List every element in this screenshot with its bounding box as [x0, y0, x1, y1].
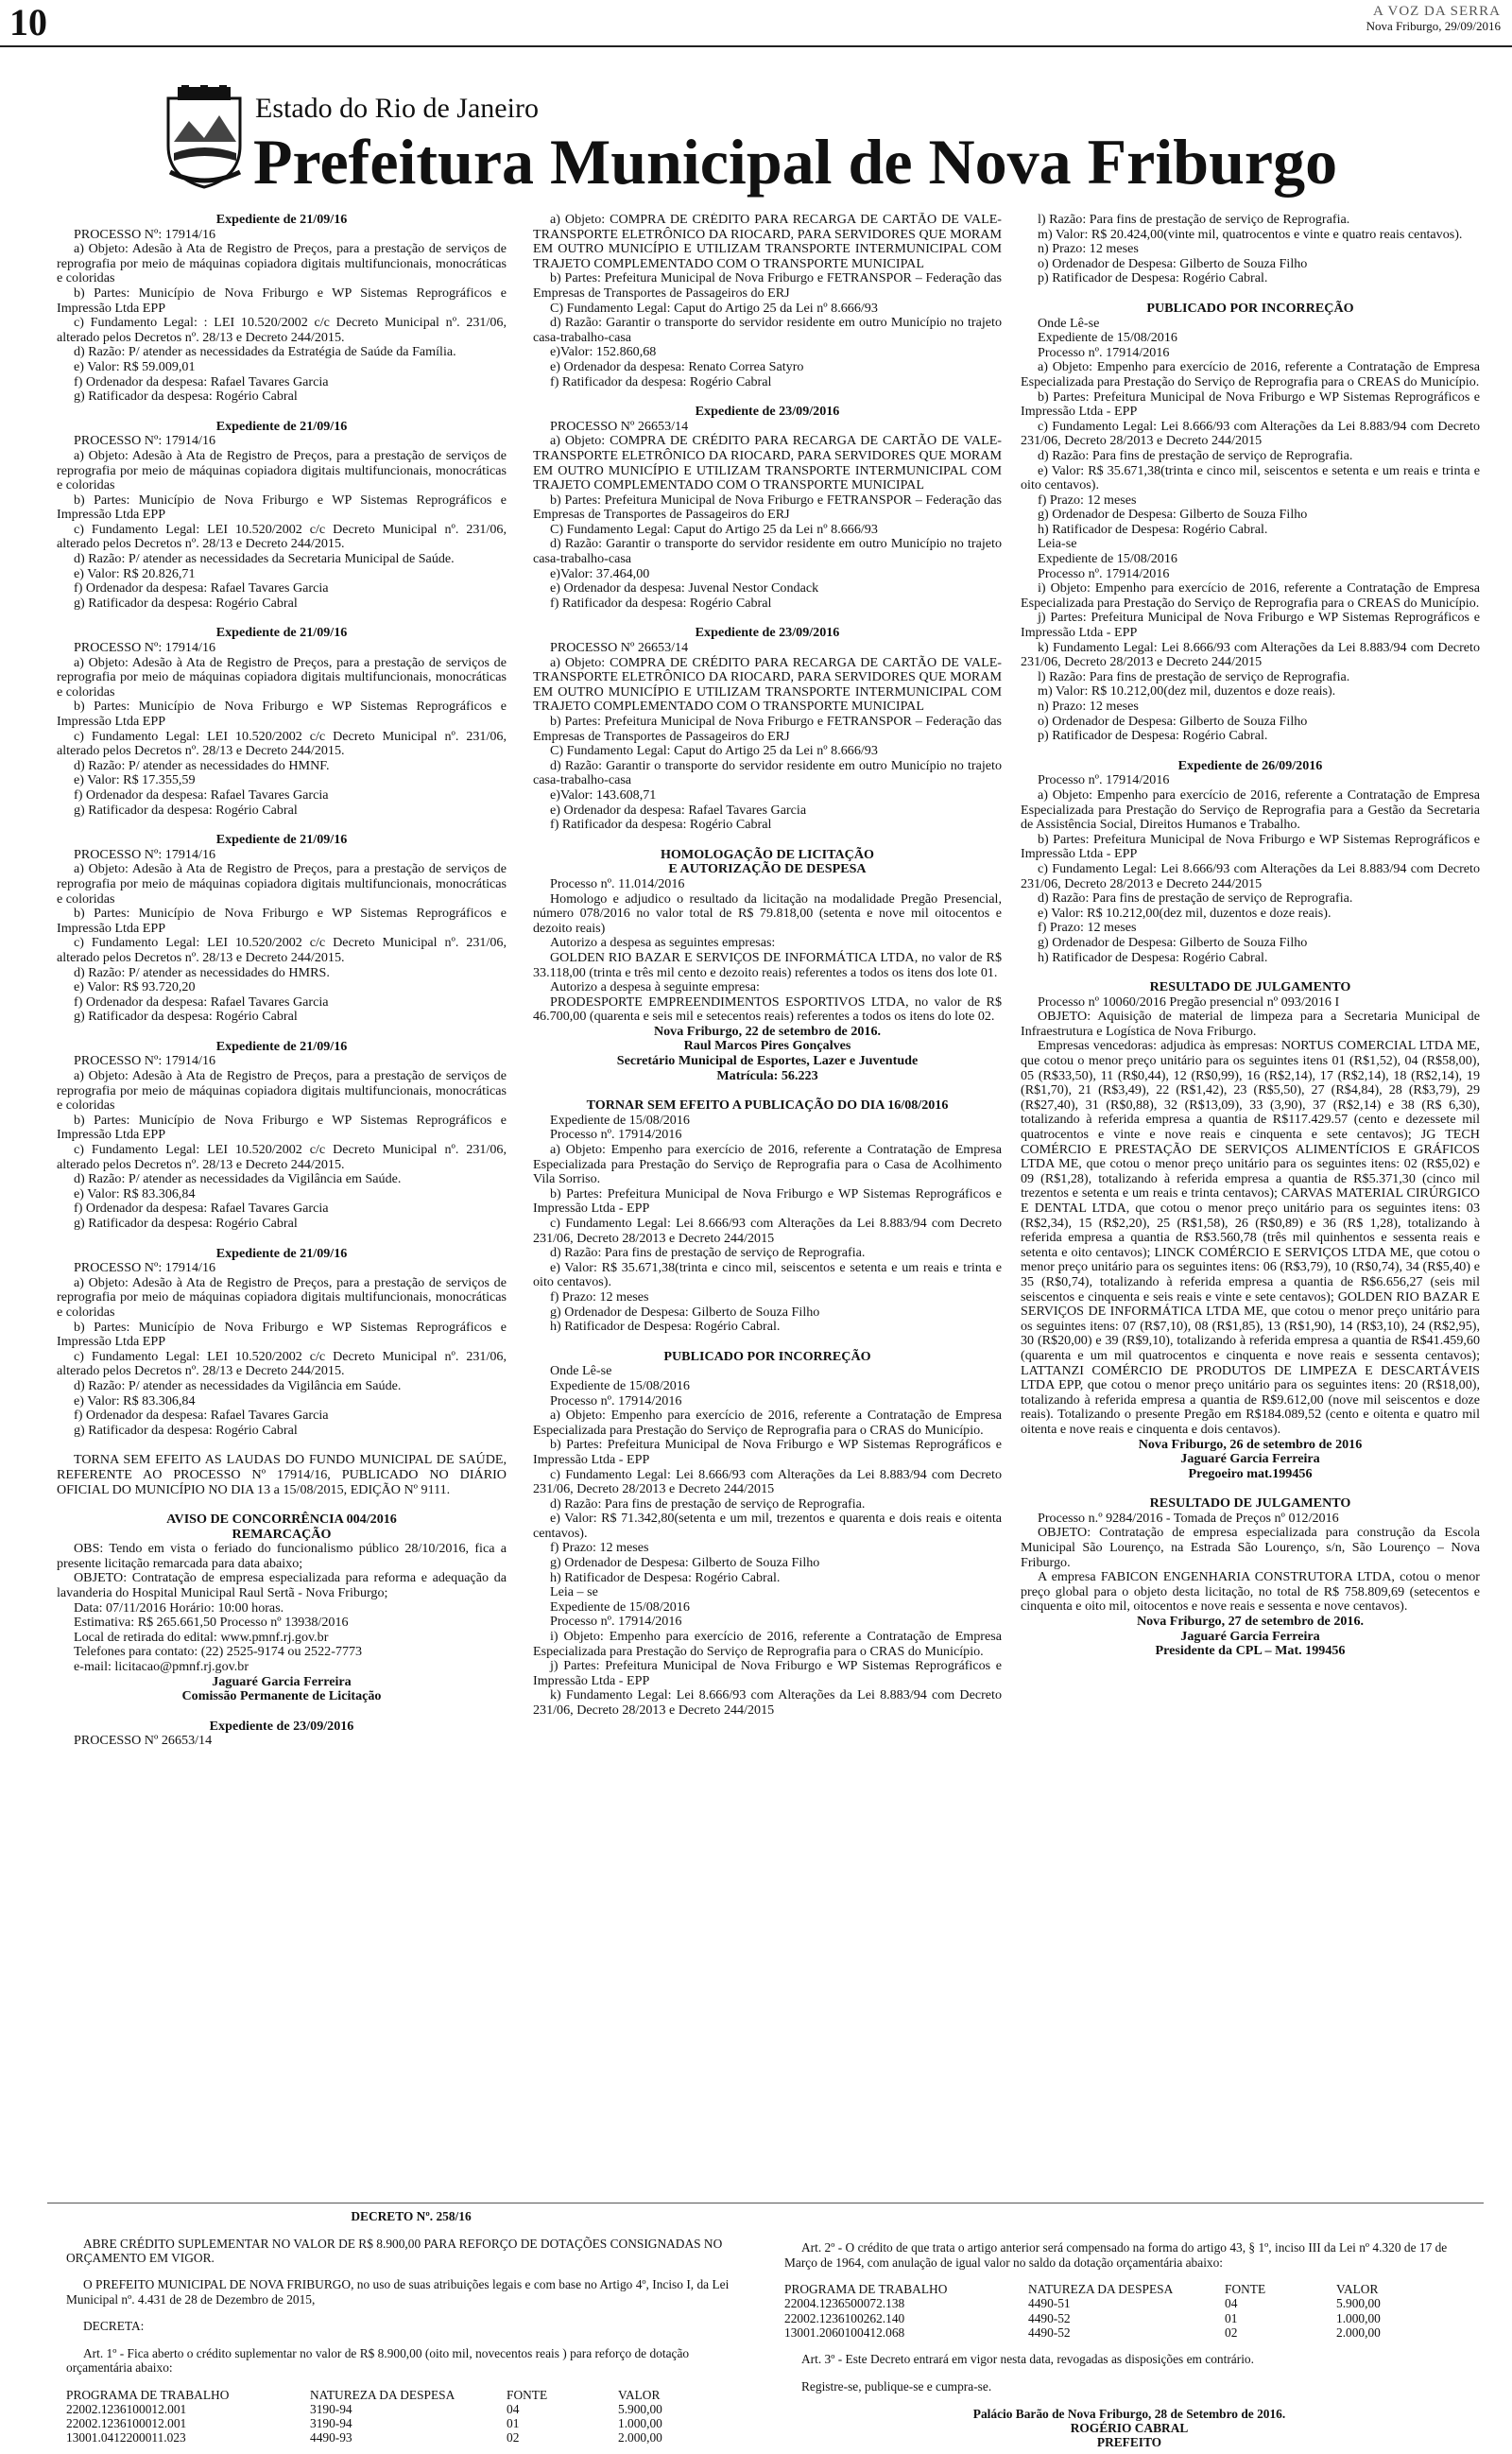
table-cell: 4490-93 [310, 2430, 352, 2445]
notice-line: d) Razão: Para fins de prestação de serviço de Reprografia. [550, 1495, 866, 1512]
notice-line: a) Objeto: Empenho para exercício de 2016, referente a Contratação de Empresa Especializada para Prestação do Serviço de Reprografia para o Casa de Acolhimento Vila Sorriso. [533, 1142, 1002, 1187]
notice-line: b) Partes: Prefeitura Municipal de Nova Friburgo e FETRANSPOR – Federação das Empresas de Transportes de Passageiros do ERJ [533, 492, 1002, 523]
notice-line: l) Razão: Para fins de prestação de serviço de Reprografia. [1038, 668, 1350, 684]
column-3 [1021, 213, 1480, 2188]
notice-line: e) Valor: R$ 71.342,80(setenta e um mil, trezentos e quarenta e dois reais e oitenta centavos). [533, 1511, 1002, 1541]
notice-line: f) Prazo: 12 meses [550, 1288, 649, 1305]
decreto-line: Art. 2º - O crédito de que trata o artigo anterior será compensado na forma do artigo 43, § 1º, inciso III da Lei nº 4.320 de 17 de Março de 1964, com anulação de igual valor no saldo da dotação orçamentária abaixo: [784, 2240, 1448, 2270]
notice-line: c) Fundamento Legal: Lei 8.666/93 com Alterações da Lei 8.883/94 com Decreto 231/06, Decreto 28/2013 e Decreto 244/2015 [1021, 418, 1480, 449]
notice-signature: Jaguaré Garcia Ferreira [1180, 1628, 1320, 1644]
column-2 [533, 213, 1002, 2188]
notice-heading: AVISO DE CONCORRÊNCIA 004/2016 [166, 1512, 397, 1528]
page-title: Prefeitura Municipal de Nova Friburgo [253, 126, 1338, 198]
notice-line: c) Fundamento Legal: : LEI 10.520/2002 c/c Decreto Municipal nº. 231/06, alterado pelos Decretos nº. 28/13 e Decreto 244/2015. [57, 315, 507, 345]
notice-line: g) Ratificador da despesa: Rogério Cabral [74, 802, 298, 818]
notice-signature: Pregoeiro mat.199456 [1188, 1465, 1313, 1481]
notice-line: f) Prazo: 12 meses [1038, 920, 1137, 936]
notice-line: PROCESSO Nº: 17914/16 [74, 1053, 216, 1069]
paper-info [1366, 4, 1501, 34]
notice-line: Local de retirada do edital: www.pmnf.rj.gov.br [74, 1629, 329, 1645]
notice-signature: Nova Friburgo, 22 de setembro de 2016. [653, 1023, 882, 1039]
notice-line: g) Ratificador da despesa: Rogério Cabral [74, 389, 298, 405]
notice-line: h) Ratificador de Despesa: Rogério Cabral. [1038, 949, 1268, 965]
notice-heading: Expediente de 21/09/16 [215, 1245, 348, 1261]
table-header: PROGRAMA DE TRABALHO [66, 2387, 230, 2402]
notice-line: p) Ratificador de Despesa: Rogério Cabral. [1038, 728, 1268, 744]
notice-line: b) Partes: Prefeitura Municipal de Nova Friburgo e WP Sistemas Reprográficos e Impressão Ltda - EPP [533, 1185, 1002, 1217]
notice-line: g) Ratificador da despesa: Rogério Cabral [74, 1422, 298, 1438]
notice-signature: Secretário Municipal de Esportes, Lazer e Juventude [616, 1053, 919, 1069]
notice-line: b) Partes: Município de Nova Friburgo e WP Sistemas Reprográficos e Impressão Ltda EPP [57, 1319, 507, 1350]
notice-line: e) Valor: R$ 83.306,84 [74, 1392, 196, 1408]
notice-line: m) Valor: R$ 10.212,00(dez mil, duzentos e doze reais). [1038, 683, 1336, 700]
notice-line: Leia – se [550, 1584, 598, 1600]
notice-block [1021, 302, 1480, 744]
notice-line: l) Razão: Para fins de prestação de serviço de Reprografia. [1038, 213, 1350, 227]
notice-line: Processo nº. 17914/2016 [1038, 344, 1170, 360]
notice-heading: Expediente de 23/09/2016 [695, 404, 840, 420]
notice-line: Processo nº. 17914/2016 [1038, 565, 1170, 581]
notice-heading: HOMOLOGAÇÃO DE LICITAÇÃO [660, 846, 875, 862]
notice-line: e)Valor: 37.464,00 [550, 565, 650, 581]
notice-line: OBS: Tendo em vista o feriado do funcionalismo público 28/10/2016, fica a presente licitação remarcada para data abaixo; [57, 1541, 507, 1571]
table-cell: 01 [1225, 2310, 1238, 2325]
notice-line: a) Objeto: COMPRA DE CRÉDITO PARA RECARGA DE CARTÃO DE VALE-TRANSPORTE ELETRÔNICO DA RIOCARD, PARA SERVIDORES QUE MORAM EM OUTRO MUNICÍPIO E UTILIZAM TRANSPORTE INTERMUNICIPAL COM TRAJETO COMPLEMENTADO COM O TRANSPORTE MUNICIPAL [533, 213, 1002, 271]
notice-line: PROCESSO Nº: 17914/16 [74, 433, 216, 449]
notice-line: f) Ratificador da despesa: Rogério Cabral [550, 817, 772, 833]
notice-line: b) Partes: Município de Nova Friburgo e WP Sistemas Reprográficos e Impressão Ltda EPP [57, 1112, 507, 1143]
table-cell: 22002.1236100012.001 [66, 2415, 187, 2430]
notice-block [533, 213, 1002, 389]
notice-line: a) Objeto: Adesão à Ata de Registro de Preços, para a prestação de serviços de reprografia por meio de máquinas copiadora digitais multifuncionais, monocráticas e coloridas [57, 861, 507, 907]
table-cell: 01 [507, 2415, 520, 2430]
notice-line: e)Valor: 152.860,68 [550, 344, 657, 360]
notice-line: OBJETO: Aquisição de material de limpeza para a Secretaria Municipal de Infraestrutura e Logística de Nova Friburgo. [1021, 1009, 1480, 1039]
notice-line: h) Ratificador de Despesa: Rogério Cabral. [550, 1569, 781, 1585]
notice-block [533, 1098, 1002, 1335]
notice-line: Empresas vencedoras: adjudica às empresas: NORTUS COMERCIAL LTDA ME, que cotou o menor preço unitário para os seguintes itens 01 (R$1,52), 04 (R$58,00), 05 (R$33,50), 11 (R$0,44), 12 (R$0,99), 16 (R$2,14), 17 (R$2,14), 18 (R$2,14), 19 (R$1,70), 21 (R$3,49), 22 (R$1,42), 23 (R$5,50), 27 (R$4,84), 28 (R$3,79), 29 (R$27,40), 31 (R$0,88), 32 (R$13,09), 33 (3,90), 37 (R$2,14) e 38 (R$ 6,30), totalizando à referida empresa a quantia de R$117.429.57 (cento e dezessete mil quatrocentos e vinte e nove reais e cinquenta e sete centavos); JG TECH COMÉRCIO E PRESTAÇÃO DE SERVIÇOS ALIMENTÍCIOS E GRÁFICOS LTDA ME, que cotou o menor preço unitário para os seguintes itens: 02 (R$5,02) e 09 (R$1,28), totalizando à referida empresa a quantia de R$5.371,30 (cinco mil trezentos e setenta e um reais e trinta centavos); CARVAS MATERIAL CIRÚRGICO E DENTAL LTDA, que cotou o menor preço unitário para os seguintes itens: 03 (R$2,34), 15 (R$2,20), 25 (R$1,58), 26 (R$0,89) e 36 (R$ 1,28), totalizando à referida empresa a quantia de R$3.560,78 (três mil quinhentos e sessenta reais e setenta e oito centavos); LINCK COMÉRCIO E SERVIÇOS LTDA ME, que cotou o menor preço unitário para os seguintes itens: 06 (R$3,79), 10 (R$0,74), 34 (R$5,40) e 35 (R$0,74), totalizando à referida empresa a quantia de R$6.656,27 (seis mil seiscentos e cinquenta e seis reais e vinte e sete centavos); GOLDEN RIO BAZAR E SERVIÇOS DE INFORMÁTICA LTDA ME, que cotou o menor preço unitário para os seguintes itens: 07 (R$7,10), 08 (R$1,85), 13 (R$1,90), 14 (R$3,10), 24 (R$2,95), 30 (R$20,00) e 39 (R$9,10), totalizando à referida empresa a quantia de R$41.459,60 (quarenta e um mil quatrocentos e cinquenta e nove reais e sessenta centavos); LATTANZI COMÉRCIO DE PRODUTOS DE LIMPEZA E DESCARTÁVEIS LTDA EPP, que cotou o menor preço unitário para os seguintes itens: 20 (R$18,00), totalizando à referida empresa a quantia de R$9.612,00 (nove mil seiscentos e doze reais). Totalizando o presente Pregão em R$184.089,52 (cento e oitenta e quatro mil oitenta e nove reais e cinquenta e dois centavos). [1021, 1038, 1480, 1437]
notice-line: Expediente de 15/08/2016 [550, 1377, 690, 1393]
decreto-line: O PREFEITO MUNICIPAL DE NOVA FRIBURGO, no uso de suas atribuições legais e com base no Artigo 4º, Inciso I, da Lei Municipal nº. 4.431 de 28 de Dezembro de 2015, [66, 2277, 730, 2307]
notice-line: o) Ordenador de Despesa: Gilberto de Souza Filho [1038, 713, 1308, 729]
table-header: NATUREZA DA DESPESA [310, 2387, 455, 2402]
table-cell: 3190-94 [310, 2401, 352, 2416]
notice-block [57, 213, 507, 405]
table-cell: 4490-52 [1028, 2310, 1071, 2325]
notice-line: Onde Lê-se [1038, 315, 1100, 331]
notice-signature: Presidente da CPL – Mat. 199456 [1155, 1643, 1346, 1659]
table-cell: 22004.1236500072.138 [784, 2296, 905, 2311]
notice-line: a) Objeto: COMPRA DE CRÉDITO PARA RECARGA DE CARTÃO DE VALE-TRANSPORTE ELETRÔNICO DA RIOCARD, PARA SERVIDORES QUE MORAM EM OUTRO MUNICÍPIO E UTILIZAM TRANSPORTE INTERMUNICIPAL COM TRAJETO COMPLEMENTADO COM O TRANSPORTE MUNICIPAL [533, 654, 1002, 715]
notice-line: e) Ordenador da despesa: Rafael Tavares Garcia [550, 802, 807, 818]
decreto-sign: PREFEITO [1096, 2434, 1162, 2449]
notice-line: p) Ratificador de Despesa: Rogério Cabral. [1038, 270, 1268, 286]
notice-line: PROCESSO Nº 26653/14 [550, 640, 689, 656]
notice-line: d) Razão: P/ atender as necessidades da Vigilância em Saúde. [74, 1171, 402, 1187]
decreto-title: DECRETO Nº. 258/16 [351, 2209, 472, 2223]
notice-line: e) Valor: R$ 20.826,71 [74, 565, 196, 581]
notice-line: C) Fundamento Legal: Caput do Artigo 25 da Lei nº 8.666/93 [550, 521, 878, 537]
notice-line: j) Partes: Prefeitura Municipal de Nova Friburgo e WP Sistemas Reprográficos e Impressão Ltda - EPP [1021, 610, 1480, 641]
notice-line: e-mail: licitacao@pmnf.rj.gov.br [74, 1659, 249, 1675]
notice-block [1021, 213, 1480, 286]
notice-line: f) Ordenador da despesa: Rafael Tavares Garcia [74, 373, 329, 389]
table-cell: 02 [1225, 2324, 1238, 2340]
decreto-table-2 [784, 2282, 1388, 2340]
notice-line: k) Fundamento Legal: Lei 8.666/93 com Alterações da Lei 8.883/94 com Decreto 231/06, Decreto 28/2013 e Decreto 244/2015 [533, 1687, 1002, 1718]
notice-line: a) Objeto: Adesão à Ata de Registro de Preços, para a prestação de serviços de reprografia por meio de máquinas copiadora digitais multifuncionais, monocráticas e coloridas [57, 654, 507, 700]
notice-line: Processo nº. 17914/2016 [550, 1392, 682, 1408]
notice-signature: Nova Friburgo, 26 de setembro de 2016 [1138, 1436, 1363, 1452]
notice-signature: Jaguaré Garcia Ferreira [1180, 1451, 1320, 1467]
table-cell: 04 [1225, 2296, 1238, 2311]
decreto-left [66, 2209, 756, 2445]
notice-heading: RESULTADO DE JULGAMENTO [1149, 979, 1351, 995]
notice-line: Processo nº. 17914/2016 [550, 1127, 682, 1143]
notice-line: k) Fundamento Legal: Lei 8.666/93 com Alterações da Lei 8.883/94 com Decreto 231/06, Decreto 28/2013 e Decreto 244/2015 [1021, 639, 1480, 670]
notice-line: i) Objeto: Empenho para exercício de 2016, referente a Contratação de Empresa Especializada para Prestação do Serviço de Reprografia para o CREAS do Município. [1021, 580, 1480, 611]
notice-line: g) Ratificador da despesa: Rogério Cabral [74, 595, 298, 611]
notice-line: e) Valor: R$ 17.355,59 [74, 772, 196, 788]
decreto-line: Art. 1º - Fica aberto o crédito suplementar no valor de R$ 8.900,00 (oito mil, novecentos reais ) para reforço de dotação orçamentária abaixo: [66, 2345, 690, 2375]
notice-signature: Comissão Permanente de Licitação [181, 1688, 382, 1704]
notice-line: g) Ratificador da despesa: Rogério Cabral [74, 1009, 298, 1025]
notice-line: e) Valor: R$ 35.671,38(trinta e cinco mil, seiscentos e setenta e um reais e trinta e oito centavos). [533, 1259, 1002, 1290]
notice-block [1021, 759, 1480, 965]
notice-line: Processo nº. 11.014/2016 [550, 875, 685, 891]
notice-subheading: REMARCAÇÃO [232, 1526, 332, 1542]
notice-line: f) Ordenador da despesa: Rafael Tavares Garcia [74, 1201, 329, 1217]
paper-date: Nova Friburgo, 29/09/2016 [1366, 19, 1501, 33]
notice-line: d) Razão: P/ atender as necessidades do HMRS. [74, 964, 330, 980]
notice-line: TORNA SEM EFEITO AS LAUDAS DO FUNDO MUNICIPAL DE SAÚDE, REFERENTE AO PROCESSO Nº 17914/16, PUBLICADO NO DIÁRIO OFICIAL DO MUNICÍPIO NO DIA 13 a 15/08/2015, EDIÇÃO Nº 9111. [57, 1452, 507, 1497]
table-row [784, 2311, 1388, 2325]
table-header: NATUREZA DA DESPESA [1028, 2282, 1174, 2297]
notice-line: b) Partes: Prefeitura Municipal de Nova Friburgo e WP Sistemas Reprográficos e Impressão Ltda - EPP [1021, 389, 1480, 420]
decreto-sign: ROGÉRIO CABRAL [1070, 2420, 1189, 2435]
notice-line: f) Ordenador da despesa: Rafael Tavares Garcia [74, 994, 329, 1010]
notice-line: i) Objeto: Empenho para exercício de 2016, referente a Contratação de Empresa Especializada para Prestação do Serviço de Reprografia para o CRAS do Município. [533, 1629, 1002, 1659]
decreto-sign: Palácio Barão de Nova Friburgo, 28 de Setembro de 2016. [972, 2406, 1286, 2421]
notice-heading: Expediente de 23/09/2016 [695, 625, 840, 641]
notice-line: f) Ordenador da despesa: Rafael Tavares Garcia [74, 786, 329, 803]
notice-line: Processo n.º 9284/2016 - Tomada de Preços nº 012/2016 [1038, 1510, 1339, 1526]
notice-line: d) Razão: Para fins de prestação de serviço de Reprografia. [1038, 890, 1353, 907]
column-1 [57, 213, 507, 2188]
notice-line: e) Ordenador da despesa: Renato Correa Satyro [550, 358, 804, 374]
notice-line: c) Fundamento Legal: LEI 10.520/2002 c/c Decreto Municipal nº. 231/06, alterado pelos Decretos nº. 28/13 e Decreto 244/2015. [57, 521, 507, 552]
notice-line: m) Valor: R$ 20.424,00(vinte mil, quatrocentos e vinte e quatro reais centavos). [1038, 226, 1463, 242]
notice-line: h) Ratificador de Despesa: Rogério Cabral. [1038, 521, 1268, 537]
table-cell: 02 [507, 2430, 520, 2445]
table-cell: 22002.1236100262.140 [784, 2310, 905, 2325]
notice-line: a) Objeto: Adesão à Ata de Registro de Preços, para a prestação de serviços de reprografia por meio de máquinas copiadora digitais multifuncionais, monocráticas e coloridas [57, 447, 507, 493]
notice-line: b) Partes: Prefeitura Municipal de Nova Friburgo e WP Sistemas Reprográficos e Impressão Ltda - EPP [533, 1437, 1002, 1467]
decreto-table-1 [66, 2388, 670, 2445]
table-cell: 3190-94 [310, 2415, 352, 2430]
notice-line: b) Partes: Município de Nova Friburgo e WP Sistemas Reprográficos e Impressão Ltda EPP [57, 699, 507, 729]
notice-line: g) Ratificador da despesa: Rogério Cabral [74, 1216, 298, 1231]
notice-line: Autorizo a despesa à seguinte empresa: [550, 979, 760, 995]
notice-block [533, 405, 1002, 611]
notice-line: Telefones para contato: (22) 2525-9174 ou 2522-7773 [74, 1644, 363, 1660]
notice-line: g) Ordenador de Despesa: Gilberto de Souza Filho [1038, 507, 1308, 523]
notice-line: Data: 07/11/2016 Horário: 10:00 horas. [74, 1599, 284, 1616]
notice-line: a) Objeto: Empenho para exercício de 2016, referente a Contratação de Empresa Especializada para Prestação do Serviço de Reprografia para o CRAS do Município. [533, 1408, 1002, 1438]
notice-line: c) Fundamento Legal: LEI 10.520/2002 c/c Decreto Municipal nº. 231/06, alterado pelos Decretos nº. 28/13 e Decreto 244/2015. [57, 1348, 507, 1379]
notice-line: A empresa FABICON ENGENHARIA CONSTRUTORA LTDA, cotou o menor preço global para o objeto desta licitação, no total de R$ 758.809,69 (setecentos e cinquenta e oito mil, oitocentos e nove reais e sessenta e nove centavos). [1021, 1569, 1480, 1615]
notice-line: f) Ratificador da despesa: Rogério Cabral [550, 373, 772, 389]
notice-line: d) Razão: P/ atender as necessidades da Vigilância em Saúde. [74, 1377, 402, 1393]
notice-line: c) Fundamento Legal: Lei 8.666/93 com Alterações da Lei 8.883/94 com Decreto 231/06, Decreto 28/2013 e Decreto 244/2015 [533, 1466, 1002, 1497]
table-row [66, 2416, 670, 2430]
notice-heading: Expediente de 21/09/16 [215, 625, 348, 641]
notice-block [1021, 1496, 1480, 1659]
notice-line: Estimativa: R$ 265.661,50 Processo nº 13938/2016 [74, 1615, 349, 1631]
notice-line: OBJETO: Contratação de empresa especializada para reforma e adequação da lavanderia do Hospital Municipal Raul Sertã - Nova Friburgo; [57, 1570, 507, 1601]
notice-line: d) Razão: Garantir o transporte do servidor residente em outro Município no trajeto casa-trabalho-casa [533, 536, 1002, 567]
notice-line: C) Fundamento Legal: Caput do Artigo 25 da Lei nº 8.666/93 [550, 743, 878, 759]
notice-block [1021, 980, 1480, 1481]
notice-line: b) Partes: Município de Nova Friburgo e WP Sistemas Reprográficos e Impressão Ltda EPP [57, 906, 507, 936]
notice-line: f) Ratificador da despesa: Rogério Cabral [550, 595, 772, 611]
notice-block [57, 1720, 507, 1749]
notice-line: d) Razão: Garantir o transporte do servidor residente em outro Município no trajeto casa-trabalho-casa [533, 315, 1002, 345]
notice-block [57, 1453, 507, 1497]
notice-line: b) Partes: Município de Nova Friburgo e WP Sistemas Reprográficos e Impressão Ltda EPP [57, 492, 507, 523]
notice-heading: Expediente de 26/09/2016 [1177, 757, 1323, 773]
paper-name: A VOZ DA SERRA [1373, 4, 1501, 19]
notice-line: PROCESSO Nº 26653/14 [550, 418, 689, 434]
notice-line: e) Valor: R$ 59.009,01 [74, 358, 196, 374]
table-cell: 4490-51 [1028, 2296, 1071, 2311]
notice-line: j) Partes: Prefeitura Municipal de Nova Friburgo e WP Sistemas Reprográficos e Impressão Ltda - EPP [533, 1658, 1002, 1688]
notice-block [57, 1512, 507, 1704]
table-row [784, 2296, 1388, 2310]
notice-block [533, 626, 1002, 832]
notice-line: a) Objeto: Empenho para exercício de 2016, referente a Contratação de Empresa Especializada para Prestação do Serviço de Reprografia para a Gestão da Secretaria de Assistência Social, Direitos Humanos e Trabalho. [1021, 786, 1480, 833]
notice-line: g) Ordenador de Despesa: Gilberto de Souza Filho [550, 1555, 820, 1571]
notice-line: c) Fundamento Legal: Lei 8.666/93 com Alterações da Lei 8.883/94 com Decreto 231/06, Decreto 28/2013 e Decreto 244/2015 [1021, 860, 1480, 891]
notice-line: e) Valor: R$ 35.671,38(trinta e cinco mil, seiscentos e setenta e um reais e trinta e oito centavos). [1021, 462, 1480, 493]
notice-line: c) Fundamento Legal: LEI 10.520/2002 c/c Decreto Municipal nº. 231/06, alterado pelos Decretos nº. 28/13 e Decreto 244/2015. [57, 1142, 507, 1172]
notice-line: Expediente de 15/08/2016 [550, 1112, 690, 1128]
notice-block [57, 1040, 507, 1232]
notice-line: d) Razão: P/ atender as necessidades do HMNF. [74, 757, 330, 773]
notice-line: Expediente de 15/08/2016 [1038, 330, 1177, 346]
notice-line: d) Razão: Para fins de prestação de serviço de Reprografia. [550, 1245, 866, 1261]
table-cell: 2.000,00 [618, 2430, 662, 2445]
notice-line: b) Partes: Município de Nova Friburgo e WP Sistemas Reprográficos e Impressão Ltda EPP [57, 285, 507, 316]
notice-line: a) Objeto: Empenho para exercício de 2016, referente a Contratação de Empresa Especializada para Prestação do Serviço de Reprografia para o CREAS do Município. [1021, 359, 1480, 389]
notice-heading: Expediente de 21/09/16 [215, 1038, 348, 1054]
notice-signature: Nova Friburgo, 27 de setembro de 2016. [1136, 1614, 1365, 1630]
state-name: Estado do Rio de Janeiro [255, 93, 539, 124]
notice-line: PROCESSO Nº: 17914/16 [74, 226, 216, 242]
notice-line: d) Razão: Para fins de prestação de serviço de Reprografia. [1038, 447, 1353, 463]
notice-line: C) Fundamento Legal: Caput do Artigo 25 da Lei nº 8.666/93 [550, 300, 878, 316]
notice-signature: Jaguaré Garcia Ferreira [212, 1673, 352, 1689]
notice-line: GOLDEN RIO BAZAR E SERVIÇOS DE INFORMÁTICA LTDA, no valor de R$ 33.118,00 (trinta e três mil cento e dezoito reais) referentes a todos os itens dos lote 01. [533, 949, 1002, 980]
decreto-line: Registre-se, publique-se e cumpra-se. [801, 2378, 992, 2394]
table-cell: 13001.2060100412.068 [784, 2324, 905, 2340]
notice-heading: PUBLICADO POR INCORREÇÃO [1146, 300, 1354, 316]
notice-block [533, 848, 1002, 1084]
notice-line: b) Partes: Prefeitura Municipal de Nova Friburgo e WP Sistemas Reprográficos e Impressão Ltda - EPP [1021, 831, 1480, 862]
decreto-section [47, 2203, 1484, 2449]
notice-line: PROCESSO Nº: 17914/16 [74, 846, 216, 862]
table-cell: 22002.1236100012.001 [66, 2401, 187, 2416]
notice-line: Homologo e adjudico o resultado da licitação na modalidade Pregão Presencial, número 078/2016 no valor total de R$ 79.818,00 (setenta e nove mil oitocentos e dezoito reais) [533, 890, 1002, 936]
notice-line: g) Ordenador de Despesa: Gilberto de Souza Filho [1038, 934, 1308, 950]
table-header: PROGRAMA DE TRABALHO [784, 2282, 948, 2297]
notice-line: Processo nº. 17914/2016 [550, 1614, 682, 1630]
page-header [161, 76, 1389, 208]
table-row [66, 2430, 670, 2445]
notice-line: Processo nº 10060/2016 Pregão presencial nº 093/2016 I [1038, 994, 1340, 1010]
notice-heading: Expediente de 21/09/16 [215, 832, 348, 848]
notice-line: e)Valor: 143.608,71 [550, 786, 657, 803]
notice-block [57, 420, 507, 612]
notice-line: PRODESPORTE EMPREENDIMENTOS ESPORTIVOS LTDA, no valor de R$ 46.700,00 (quarenta e seis mil e setecentos reais) referentes a todos os itens do lote 02. [533, 994, 1002, 1025]
notice-line: e) Ordenador da despesa: Juvenal Nestor Condack [550, 580, 819, 596]
table-header: VALOR [1336, 2282, 1379, 2297]
notice-line: e) Valor: R$ 83.306,84 [74, 1185, 196, 1201]
notice-line: a) Objeto: Adesão à Ata de Registro de Preços, para a prestação de serviços de reprografia por meio de máquinas copiadora digitais multifuncionais, monocráticas e coloridas [57, 1068, 507, 1114]
notice-line: b) Partes: Prefeitura Municipal de Nova Friburgo e FETRANSPOR – Federação das Empresas de Transportes de Passageiros do ERJ [533, 270, 1002, 301]
table-header: FONTE [507, 2387, 548, 2402]
notice-line: g) Ordenador de Despesa: Gilberto de Souza Filho [550, 1304, 820, 1320]
notice-line: a) Objeto: Adesão à Ata de Registro de Preços, para a prestação de serviços de reprografia por meio de máquinas copiadora digitais multifuncionais, monocráticas e coloridas [57, 241, 507, 286]
notice-line: o) Ordenador de Despesa: Gilberto de Souza Filho [1038, 255, 1308, 271]
notice-line: PROCESSO Nº: 17914/16 [74, 1260, 216, 1276]
notice-line: f) Ordenador da despesa: Rafael Tavares Garcia [74, 580, 329, 596]
table-cell: 1.000,00 [1336, 2310, 1381, 2325]
notice-line: c) Fundamento Legal: Lei 8.666/93 com Alterações da Lei 8.883/94 com Decreto 231/06, Decreto 28/2013 e Decreto 244/2015 [533, 1216, 1002, 1246]
city-crest-icon [161, 85, 248, 189]
table-cell: 1.000,00 [618, 2415, 662, 2430]
notice-line: d) Razão: P/ atender as necessidades da Estratégia de Saúde da Família. [74, 344, 456, 360]
decreto-line: Art. 3º - Este Decreto entrará em vigor nesta data, revogadas as disposições em contrário. [801, 2352, 1254, 2367]
table-cell: 4490-52 [1028, 2324, 1071, 2340]
notice-subheading: E AUTORIZAÇÃO DE DESPESA [668, 861, 867, 877]
page-number: 10 [9, 1, 47, 43]
table-header: VALOR [618, 2387, 661, 2402]
notice-line: OBJETO: Contratação de empresa especializada para construção da Escola Municipal São Lourenço, na Estrada São Lourenço, s/n, São Lourenço – Nova Friburgo. [1021, 1525, 1480, 1570]
notice-line: c) Fundamento Legal: LEI 10.520/2002 c/c Decreto Municipal nº. 231/06, alterado pelos Decretos nº. 28/13 e Decreto 244/2015. [57, 935, 507, 965]
notice-line: h) Ratificador de Despesa: Rogério Cabral. [550, 1319, 781, 1335]
notice-line: n) Prazo: 12 meses [1038, 241, 1139, 257]
notice-line: n) Prazo: 12 meses [1038, 699, 1139, 714]
notice-line: f) Prazo: 12 meses [1038, 492, 1137, 508]
notice-line: a) Objeto: Adesão à Ata de Registro de Preços, para a prestação de serviços de reprografia por meio de máquinas copiadora digitais multifuncionais, monocráticas e coloridas [57, 1274, 507, 1320]
table-cell: 5.900,00 [1336, 2296, 1381, 2311]
notice-line: Expediente de 15/08/2016 [550, 1599, 690, 1615]
notice-line: Leia-se [1038, 536, 1077, 552]
table-cell: 04 [507, 2401, 520, 2416]
notice-block [57, 626, 507, 818]
table-row [784, 2325, 1388, 2340]
notice-line: f) Prazo: 12 meses [550, 1540, 649, 1556]
notice-line: f) Ordenador da despesa: Rafael Tavares Garcia [74, 1408, 329, 1424]
notice-heading: RESULTADO DE JULGAMENTO [1149, 1495, 1351, 1512]
notice-line: e) Valor: R$ 10.212,00(dez mil, duzentos e doze reais). [1038, 905, 1332, 921]
notice-line: Onde Lê-se [550, 1363, 612, 1379]
notice-line: PROCESSO Nº 26653/14 [74, 1733, 213, 1749]
notice-line: d) Razão: P/ atender as necessidades da Secretaria Municipal de Saúde. [74, 551, 455, 567]
table-row [66, 2402, 670, 2416]
decreto-right [784, 2228, 1474, 2449]
decreto-line: ABRE CRÉDITO SUPLEMENTAR NO VALOR DE R$ 8.900,00 PARA REFORÇO DE DOTAÇÕES CONSIGNADAS NO ORÇAMENTO EM VIGOR. [66, 2236, 723, 2265]
notice-line: a) Objeto: COMPRA DE CRÉDITO PARA RECARGA DE CARTÃO DE VALE-TRANSPORTE ELETRÔNICO DA RIOCARD, PARA SERVIDORES QUE MORAM EM OUTRO MUNICÍPIO E UTILIZAM TRANSPORTE INTERMUNICIPAL COM TRAJETO COMPLEMENTADO COM O TRANSPORTE MUNICIPAL [533, 433, 1002, 493]
notice-signature: Matrícula: 56.223 [716, 1067, 818, 1083]
decreto-line: DECRETA: [83, 2319, 145, 2334]
notice-heading: Expediente de 21/09/16 [215, 213, 348, 227]
notice-line: Processo nº. 17914/2016 [1038, 772, 1170, 788]
notice-line: c) Fundamento Legal: LEI 10.520/2002 c/c Decreto Municipal nº. 231/06, alterado pelos Decretos nº. 28/13 e Decreto 244/2015. [57, 728, 507, 759]
notice-line: e) Valor: R$ 93.720,20 [74, 979, 196, 995]
notice-block [533, 1350, 1002, 1719]
table-cell: 5.900,00 [618, 2401, 662, 2416]
notice-block [57, 1247, 507, 1439]
table-cell: 13001.0412200011.023 [66, 2430, 186, 2445]
notice-block [57, 833, 507, 1025]
notice-heading: Expediente de 21/09/16 [215, 418, 348, 434]
masthead [0, 0, 1512, 47]
notice-line: d) Razão: Garantir o transporte do servidor residente em outro Município no trajeto casa-trabalho-casa [533, 757, 1002, 788]
table-cell: 2.000,00 [1336, 2324, 1381, 2340]
notice-line: Autorizo a despesa as seguintes empresas: [550, 935, 776, 951]
notice-line: b) Partes: Prefeitura Municipal de Nova Friburgo e FETRANSPOR – Federação das Empresas de Transportes de Passageiros do ERJ [533, 714, 1002, 744]
notice-heading: PUBLICADO POR INCORREÇÃO [663, 1348, 871, 1364]
notice-line: PROCESSO Nº: 17914/16 [74, 640, 216, 656]
table-header: FONTE [1225, 2282, 1266, 2297]
notice-signature: Raul Marcos Pires Gonçalves [683, 1038, 851, 1054]
notice-heading: Expediente de 23/09/2016 [209, 1718, 354, 1734]
notice-line: Expediente de 15/08/2016 [1038, 551, 1177, 567]
notice-heading: TORNAR SEM EFEITO A PUBLICAÇÃO DO DIA 16/08/2016 [586, 1097, 949, 1114]
